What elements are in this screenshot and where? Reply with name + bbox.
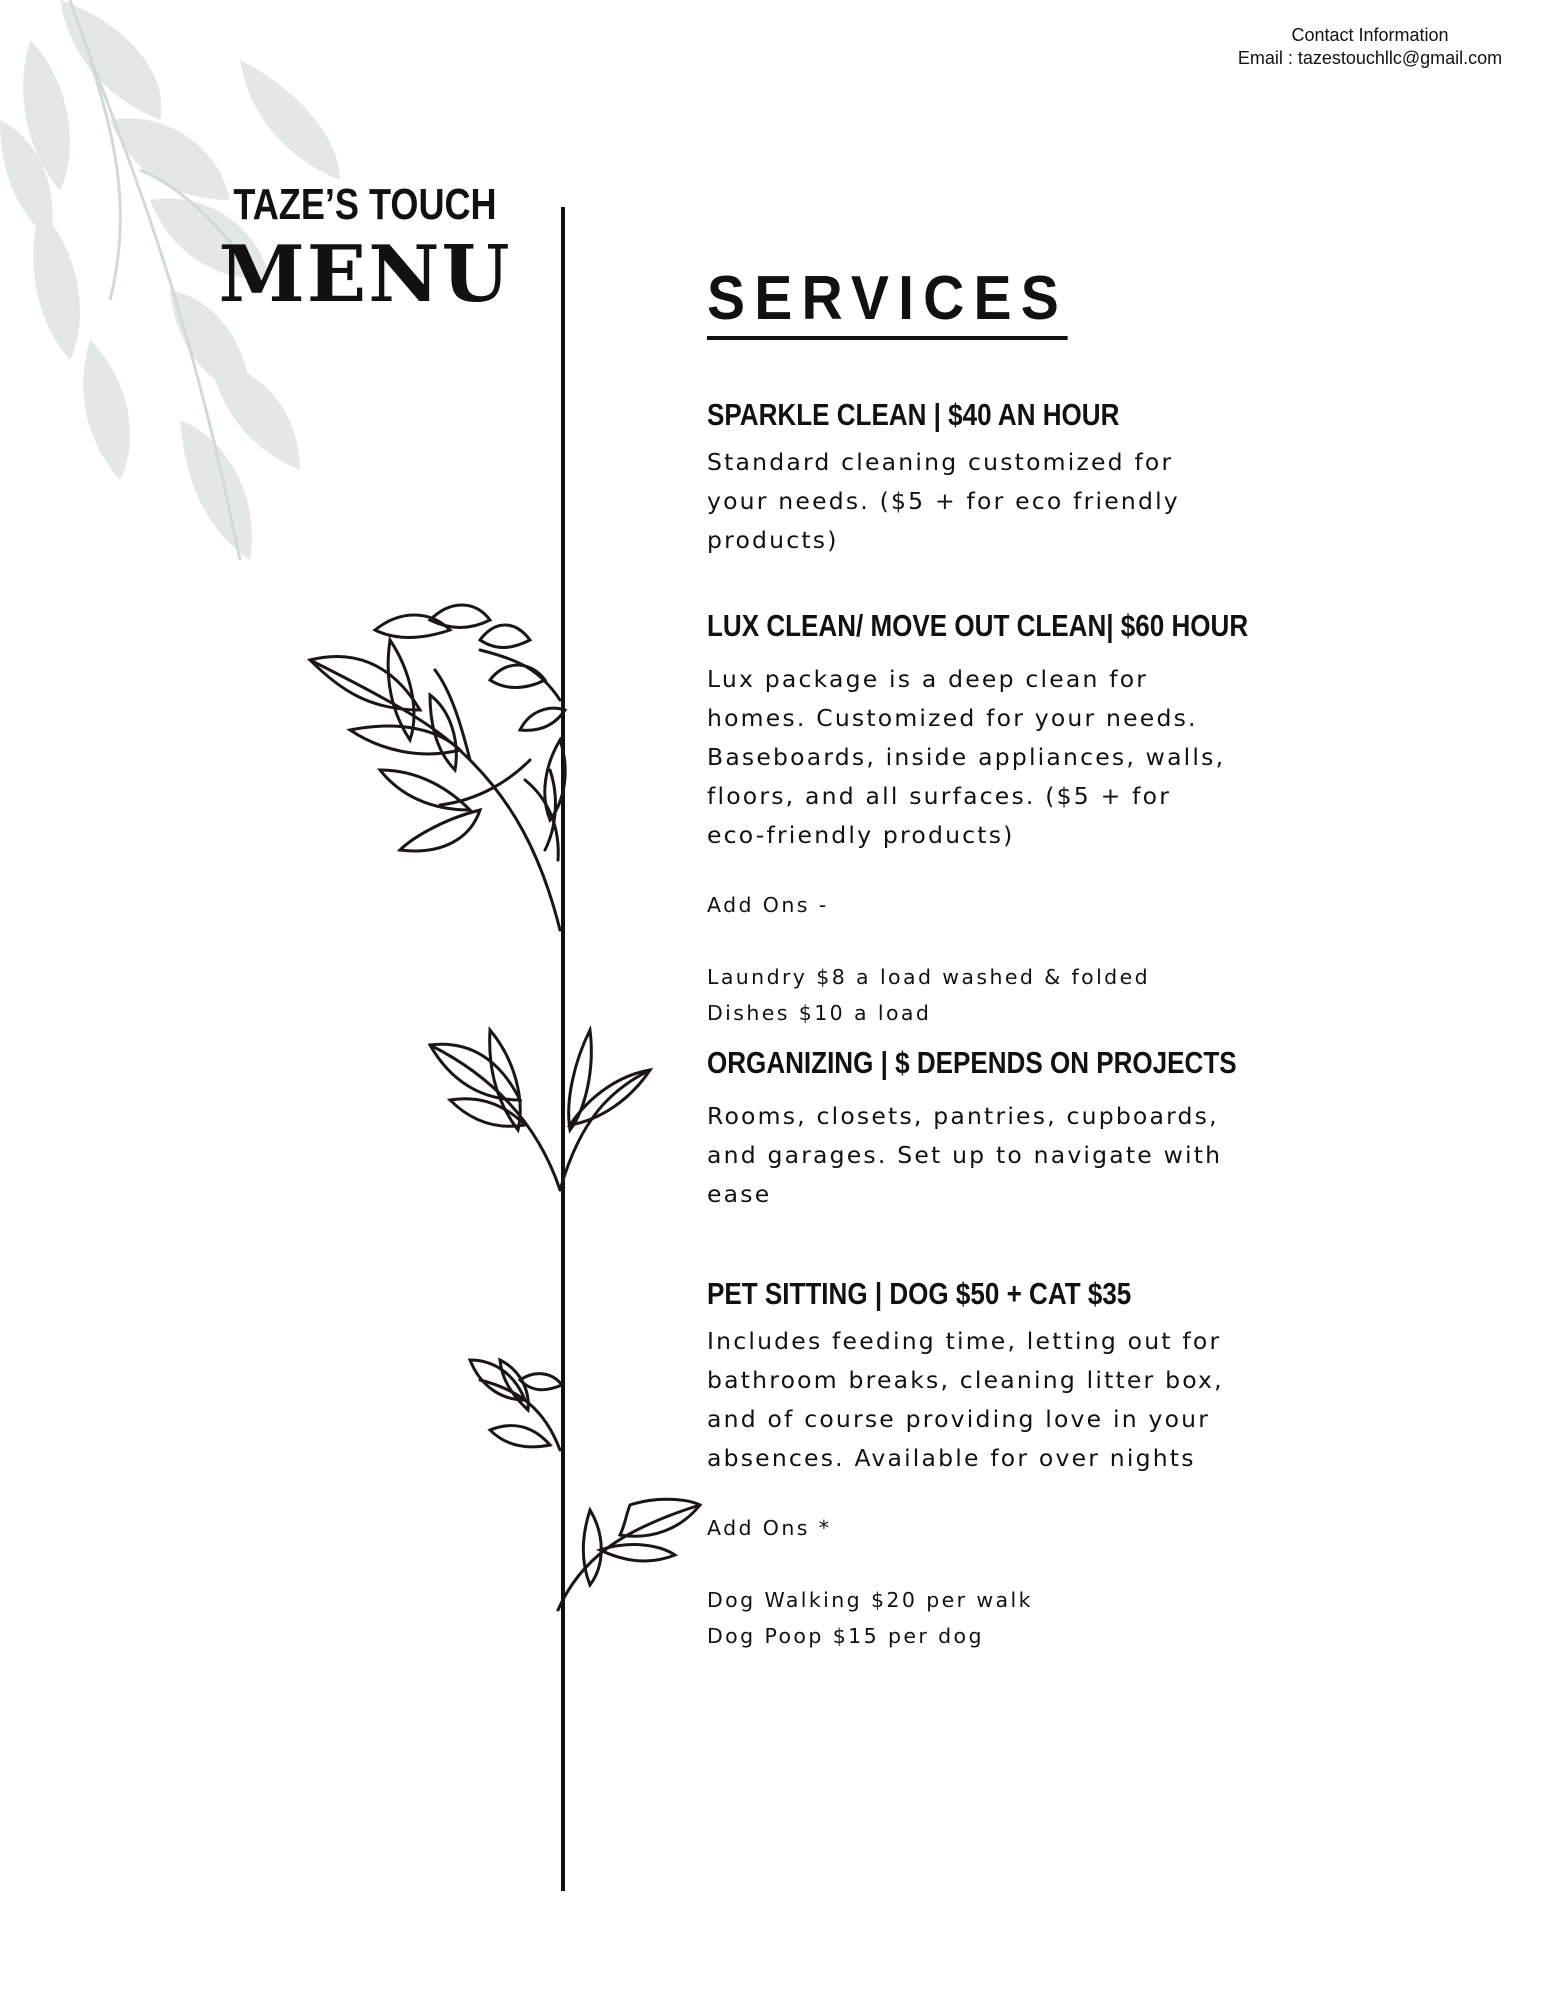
addon-item: Laundry $8 a load washed & folded: [707, 965, 1151, 989]
service-lux-clean: [707, 606, 1249, 1031]
service-heading: PET SITTING | DOG $50 + CAT $35: [707, 1276, 1132, 1311]
contact-info: [1200, 24, 1540, 70]
addon-item: Dishes $10 a load: [707, 1001, 932, 1025]
contact-heading: Contact Information: [1291, 25, 1449, 45]
service-description: Lux package is a deep clean for homes. Customized for your needs. Baseboards, inside appliances, walls, floors, and all surfaces. ($5 + for eco-friendly products): [707, 665, 1226, 849]
contact-email: Email : tazestouchllc@gmail.com: [1237, 48, 1503, 68]
service-description: Includes feeding time, letting out for bathroom breaks, cleaning litter box, and of course providing love in your absences. Available for over nights: [707, 1327, 1224, 1472]
vine-leaves-decoration: [290, 600, 710, 1690]
brand-block: [200, 180, 530, 320]
services-list: [707, 395, 1249, 1654]
menu-title: MENU: [218, 229, 512, 320]
brand-name: TAZE’S TOUCH: [233, 180, 497, 229]
service-heading: SPARKLE CLEAN | $40 AN HOUR: [707, 397, 1120, 432]
addons-label: Add Ons -: [707, 893, 829, 917]
service-heading: LUX CLEAN/ MOVE OUT CLEAN| $60 HOUR: [707, 608, 1249, 643]
service-description: Standard cleaning customized for your needs. ($5 + for eco friendly products): [707, 448, 1180, 554]
service-organizing: [707, 1043, 1237, 1214]
service-description: Rooms, closets, pantries, cupboards, and garages. Set up to navigate with ease: [707, 1102, 1223, 1208]
services-title: SERVICES: [707, 262, 1068, 340]
addon-item: Dog Walking $20 per walk: [707, 1588, 1033, 1612]
service-sparkle-clean: [707, 395, 1227, 560]
addons-label: Add Ons *: [707, 1516, 832, 1540]
addon-item: Dog Poop $15 per dog: [707, 1624, 984, 1648]
service-heading: ORGANIZING | $ DEPENDS ON PROJECTS: [707, 1045, 1237, 1080]
service-pet-sitting: [707, 1274, 1227, 1654]
